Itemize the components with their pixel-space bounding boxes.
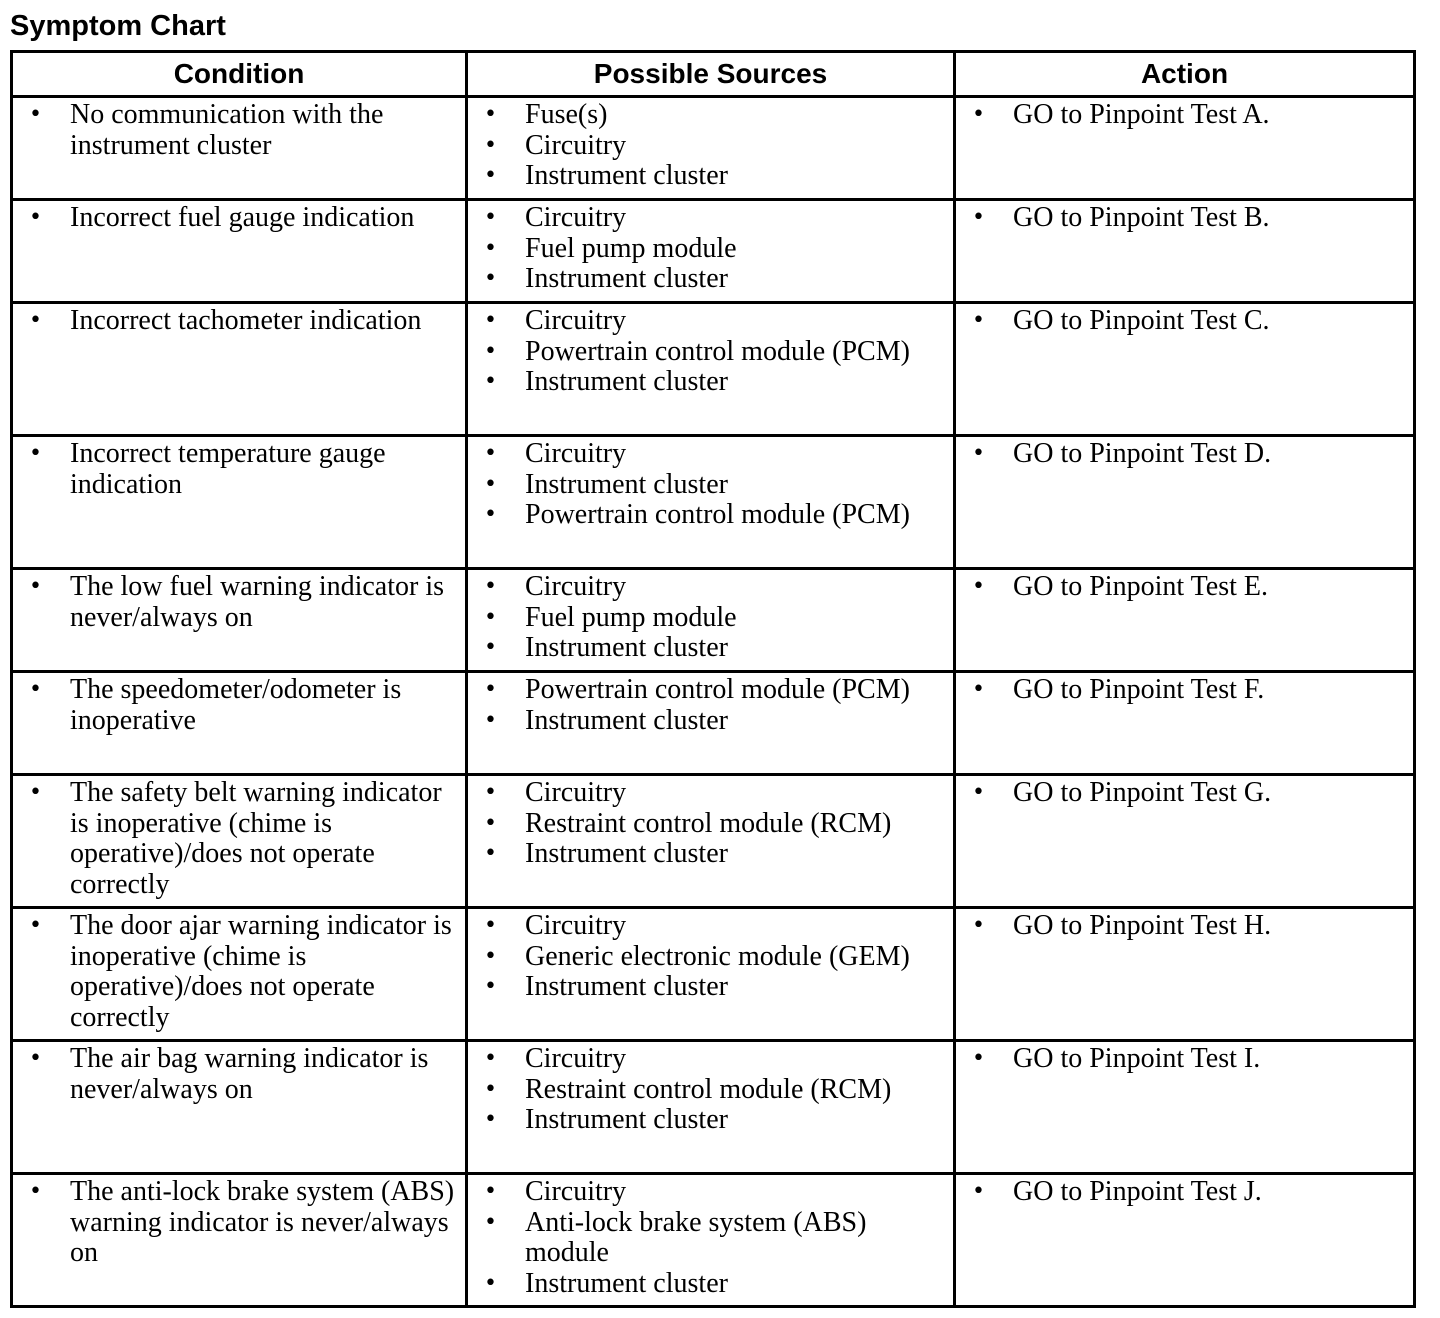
source-item: • Instrument cluster [480, 972, 945, 1003]
action-cell [955, 303, 1415, 436]
table-row [12, 436, 1415, 569]
source-item: • Powertrain control module (PCM) [480, 337, 945, 368]
source-item: • Circuitry [480, 439, 945, 470]
table-row [12, 672, 1415, 775]
source-item: • Restraint control module (RCM) [480, 1075, 945, 1106]
possible-sources-cell [467, 436, 955, 569]
action-text: • GO to Pinpoint Test A. [968, 100, 1405, 131]
source-item: • Instrument cluster [480, 161, 945, 192]
table-row [12, 303, 1415, 436]
possible-sources-cell [467, 775, 955, 908]
source-item: • Circuitry [480, 203, 945, 234]
condition-cell [12, 775, 467, 908]
column-header-action: Action [955, 52, 1415, 97]
source-item: • Circuitry [480, 1177, 945, 1208]
action-text: • GO to Pinpoint Test J. [968, 1177, 1405, 1208]
action-text: • GO to Pinpoint Test B. [968, 203, 1405, 234]
action-cell [955, 200, 1415, 303]
column-header-possible-sources: Possible Sources [467, 52, 955, 97]
source-item: • Instrument cluster [480, 264, 945, 295]
action-text: • GO to Pinpoint Test I. [968, 1044, 1405, 1075]
source-item: • Fuse(s) [480, 100, 945, 131]
condition-text: • Incorrect temperature gauge indication [25, 439, 457, 500]
condition-text: • Incorrect fuel gauge indication [25, 203, 457, 234]
condition-cell [12, 672, 467, 775]
source-item: • Powertrain control module (PCM) [480, 675, 945, 706]
possible-sources-cell [467, 908, 955, 1041]
possible-sources-cell [467, 1041, 955, 1174]
condition-cell [12, 908, 467, 1041]
action-cell [955, 97, 1415, 200]
condition-text: • Incorrect tachometer indication [25, 306, 457, 337]
table-row [12, 1174, 1415, 1307]
source-item: • Powertrain control module (PCM) [480, 500, 945, 531]
condition-text: • The safety belt warning indicator is inoperative (chime is operative)/does not operate correctly [25, 778, 457, 901]
page-title: Symptom Chart [10, 10, 226, 42]
table-row [12, 1041, 1415, 1174]
condition-cell [12, 1174, 467, 1307]
condition-cell [12, 97, 467, 200]
source-item: • Circuitry [480, 911, 945, 942]
possible-sources-cell [467, 1174, 955, 1307]
action-text: • GO to Pinpoint Test F. [968, 675, 1405, 706]
source-item: • Instrument cluster [480, 633, 945, 664]
possible-sources-cell [467, 200, 955, 303]
source-item: • Fuel pump module [480, 234, 945, 265]
table-header-row [12, 52, 1415, 97]
source-item: • Restraint control module (RCM) [480, 809, 945, 840]
source-item: • Instrument cluster [480, 367, 945, 398]
action-cell [955, 1041, 1415, 1174]
action-cell [955, 436, 1415, 569]
action-text: • GO to Pinpoint Test C. [968, 306, 1405, 337]
action-cell [955, 775, 1415, 908]
source-item: • Circuitry [480, 572, 945, 603]
possible-sources-cell [467, 569, 955, 672]
source-item: • Instrument cluster [480, 706, 945, 737]
source-item: • Fuel pump module [480, 603, 945, 634]
action-text: • GO to Pinpoint Test E. [968, 572, 1405, 603]
condition-cell [12, 569, 467, 672]
source-item: • Instrument cluster [480, 470, 945, 501]
action-text: • GO to Pinpoint Test H. [968, 911, 1405, 942]
table-row [12, 200, 1415, 303]
table-row [12, 908, 1415, 1041]
symptom-table [10, 50, 1416, 1308]
source-item: • Circuitry [480, 1044, 945, 1075]
action-cell [955, 908, 1415, 1041]
action-text: • GO to Pinpoint Test D. [968, 439, 1405, 470]
condition-text: • No communication with the instrument cluster [25, 100, 457, 161]
action-cell [955, 672, 1415, 775]
action-cell [955, 569, 1415, 672]
action-cell [955, 1174, 1415, 1307]
possible-sources-cell [467, 97, 955, 200]
table-row [12, 569, 1415, 672]
action-text: • GO to Pinpoint Test G. [968, 778, 1405, 809]
condition-text: • The speedometer/odometer is inoperative [25, 675, 457, 736]
table-row [12, 97, 1415, 200]
condition-text: • The low fuel warning indicator is never/always on [25, 572, 457, 633]
source-item: • Circuitry [480, 131, 945, 162]
condition-cell [12, 200, 467, 303]
source-item: • Instrument cluster [480, 839, 945, 870]
possible-sources-cell [467, 672, 955, 775]
condition-cell [12, 1041, 467, 1174]
source-item: • Anti-lock brake system (ABS) module [480, 1208, 945, 1269]
source-item: • Instrument cluster [480, 1269, 945, 1300]
source-item: • Instrument cluster [480, 1105, 945, 1136]
condition-cell [12, 303, 467, 436]
condition-cell [12, 436, 467, 569]
condition-text: • The anti-lock brake system (ABS) warning indicator is never/always on [25, 1177, 457, 1269]
condition-text: • The air bag warning indicator is never/always on [25, 1044, 457, 1105]
source-item: • Generic electronic module (GEM) [480, 942, 945, 973]
possible-sources-cell [467, 303, 955, 436]
column-header-condition: Condition [12, 52, 467, 97]
source-item: • Circuitry [480, 778, 945, 809]
source-item: • Circuitry [480, 306, 945, 337]
table-row [12, 775, 1415, 908]
condition-text: • The door ajar warning indicator is inoperative (chime is operative)/does not operate correctly [25, 911, 457, 1034]
